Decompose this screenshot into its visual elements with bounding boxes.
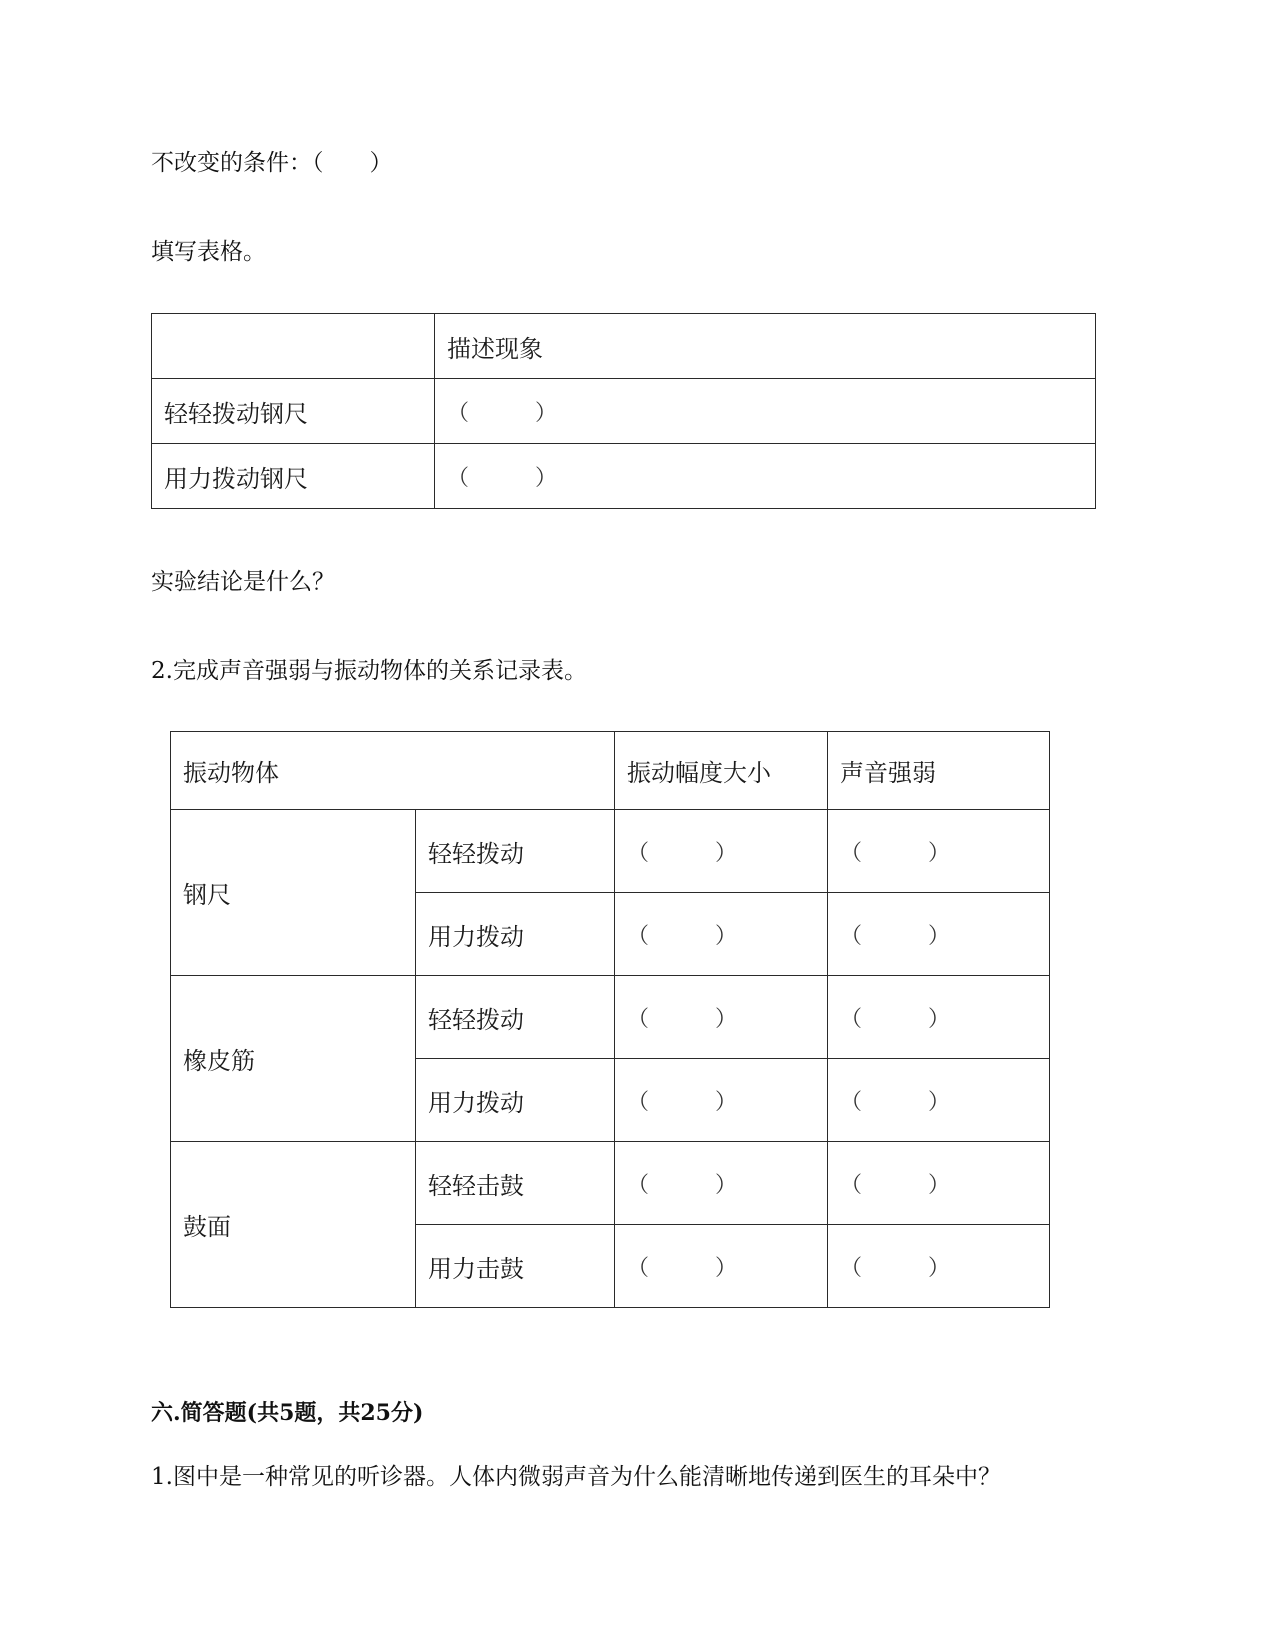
table-header-cell: 振动幅度大小	[615, 732, 828, 810]
table-row	[171, 1142, 1050, 1225]
action-cell: 轻轻拨动	[416, 976, 615, 1059]
strength-blank[interactable]: （ ）	[828, 976, 1050, 1059]
object-cell: 鼓面	[171, 1142, 416, 1308]
fill-table-instruction: 填写表格。	[151, 239, 266, 265]
amplitude-blank[interactable]: （ ）	[615, 1142, 828, 1225]
strength-blank[interactable]: （ ）	[828, 893, 1050, 976]
action-cell: 用力拨动	[416, 1059, 615, 1142]
answer-blank[interactable]: （ ）	[435, 379, 1096, 444]
answer-blank[interactable]: （ ）	[435, 444, 1096, 509]
amplitude-blank[interactable]: （ ）	[615, 1225, 828, 1308]
vibration-sound-table	[170, 731, 1050, 1308]
action-cell: 轻轻拨动	[416, 810, 615, 893]
object-cell: 橡皮筋	[171, 976, 416, 1142]
question-6-1-text: 1.图中是一种常见的听诊器。人体内微弱声音为什么能清晰地传递到医生的耳朵中？	[151, 1464, 1001, 1490]
table-row	[152, 379, 1096, 444]
table-header-cell: 描述现象	[435, 314, 1096, 379]
conclusion-question: 实验结论是什么？	[151, 569, 335, 595]
strength-blank[interactable]: （ ）	[828, 1225, 1050, 1308]
action-cell: 轻轻击鼓	[416, 1142, 615, 1225]
section-6-heading: 六.简答题(共5题，共25分)	[151, 1400, 424, 1426]
table-header-cell	[152, 314, 435, 379]
unchanged-condition-text: 不改变的条件：（ ）	[151, 150, 393, 176]
action-cell: 用力拨动	[416, 893, 615, 976]
phenomenon-table	[151, 313, 1096, 509]
table-header-cell: 振动物体	[171, 732, 615, 810]
question-2-text: 2.完成声音强弱与振动物体的关系记录表。	[151, 658, 587, 684]
object-cell: 钢尺	[171, 810, 416, 976]
amplitude-blank[interactable]: （ ）	[615, 893, 828, 976]
table-row	[171, 976, 1050, 1059]
row-label: 用力拨动钢尺	[152, 444, 435, 509]
amplitude-blank[interactable]: （ ）	[615, 810, 828, 893]
row-label: 轻轻拨动钢尺	[152, 379, 435, 444]
table-row	[171, 732, 1050, 810]
strength-blank[interactable]: （ ）	[828, 1059, 1050, 1142]
table-row	[152, 314, 1096, 379]
table-header-cell: 声音强弱	[828, 732, 1050, 810]
amplitude-blank[interactable]: （ ）	[615, 976, 828, 1059]
table-row	[171, 810, 1050, 893]
action-cell: 用力击鼓	[416, 1225, 615, 1308]
table-row	[152, 444, 1096, 509]
strength-blank[interactable]: （ ）	[828, 810, 1050, 893]
strength-blank[interactable]: （ ）	[828, 1142, 1050, 1225]
amplitude-blank[interactable]: （ ）	[615, 1059, 828, 1142]
